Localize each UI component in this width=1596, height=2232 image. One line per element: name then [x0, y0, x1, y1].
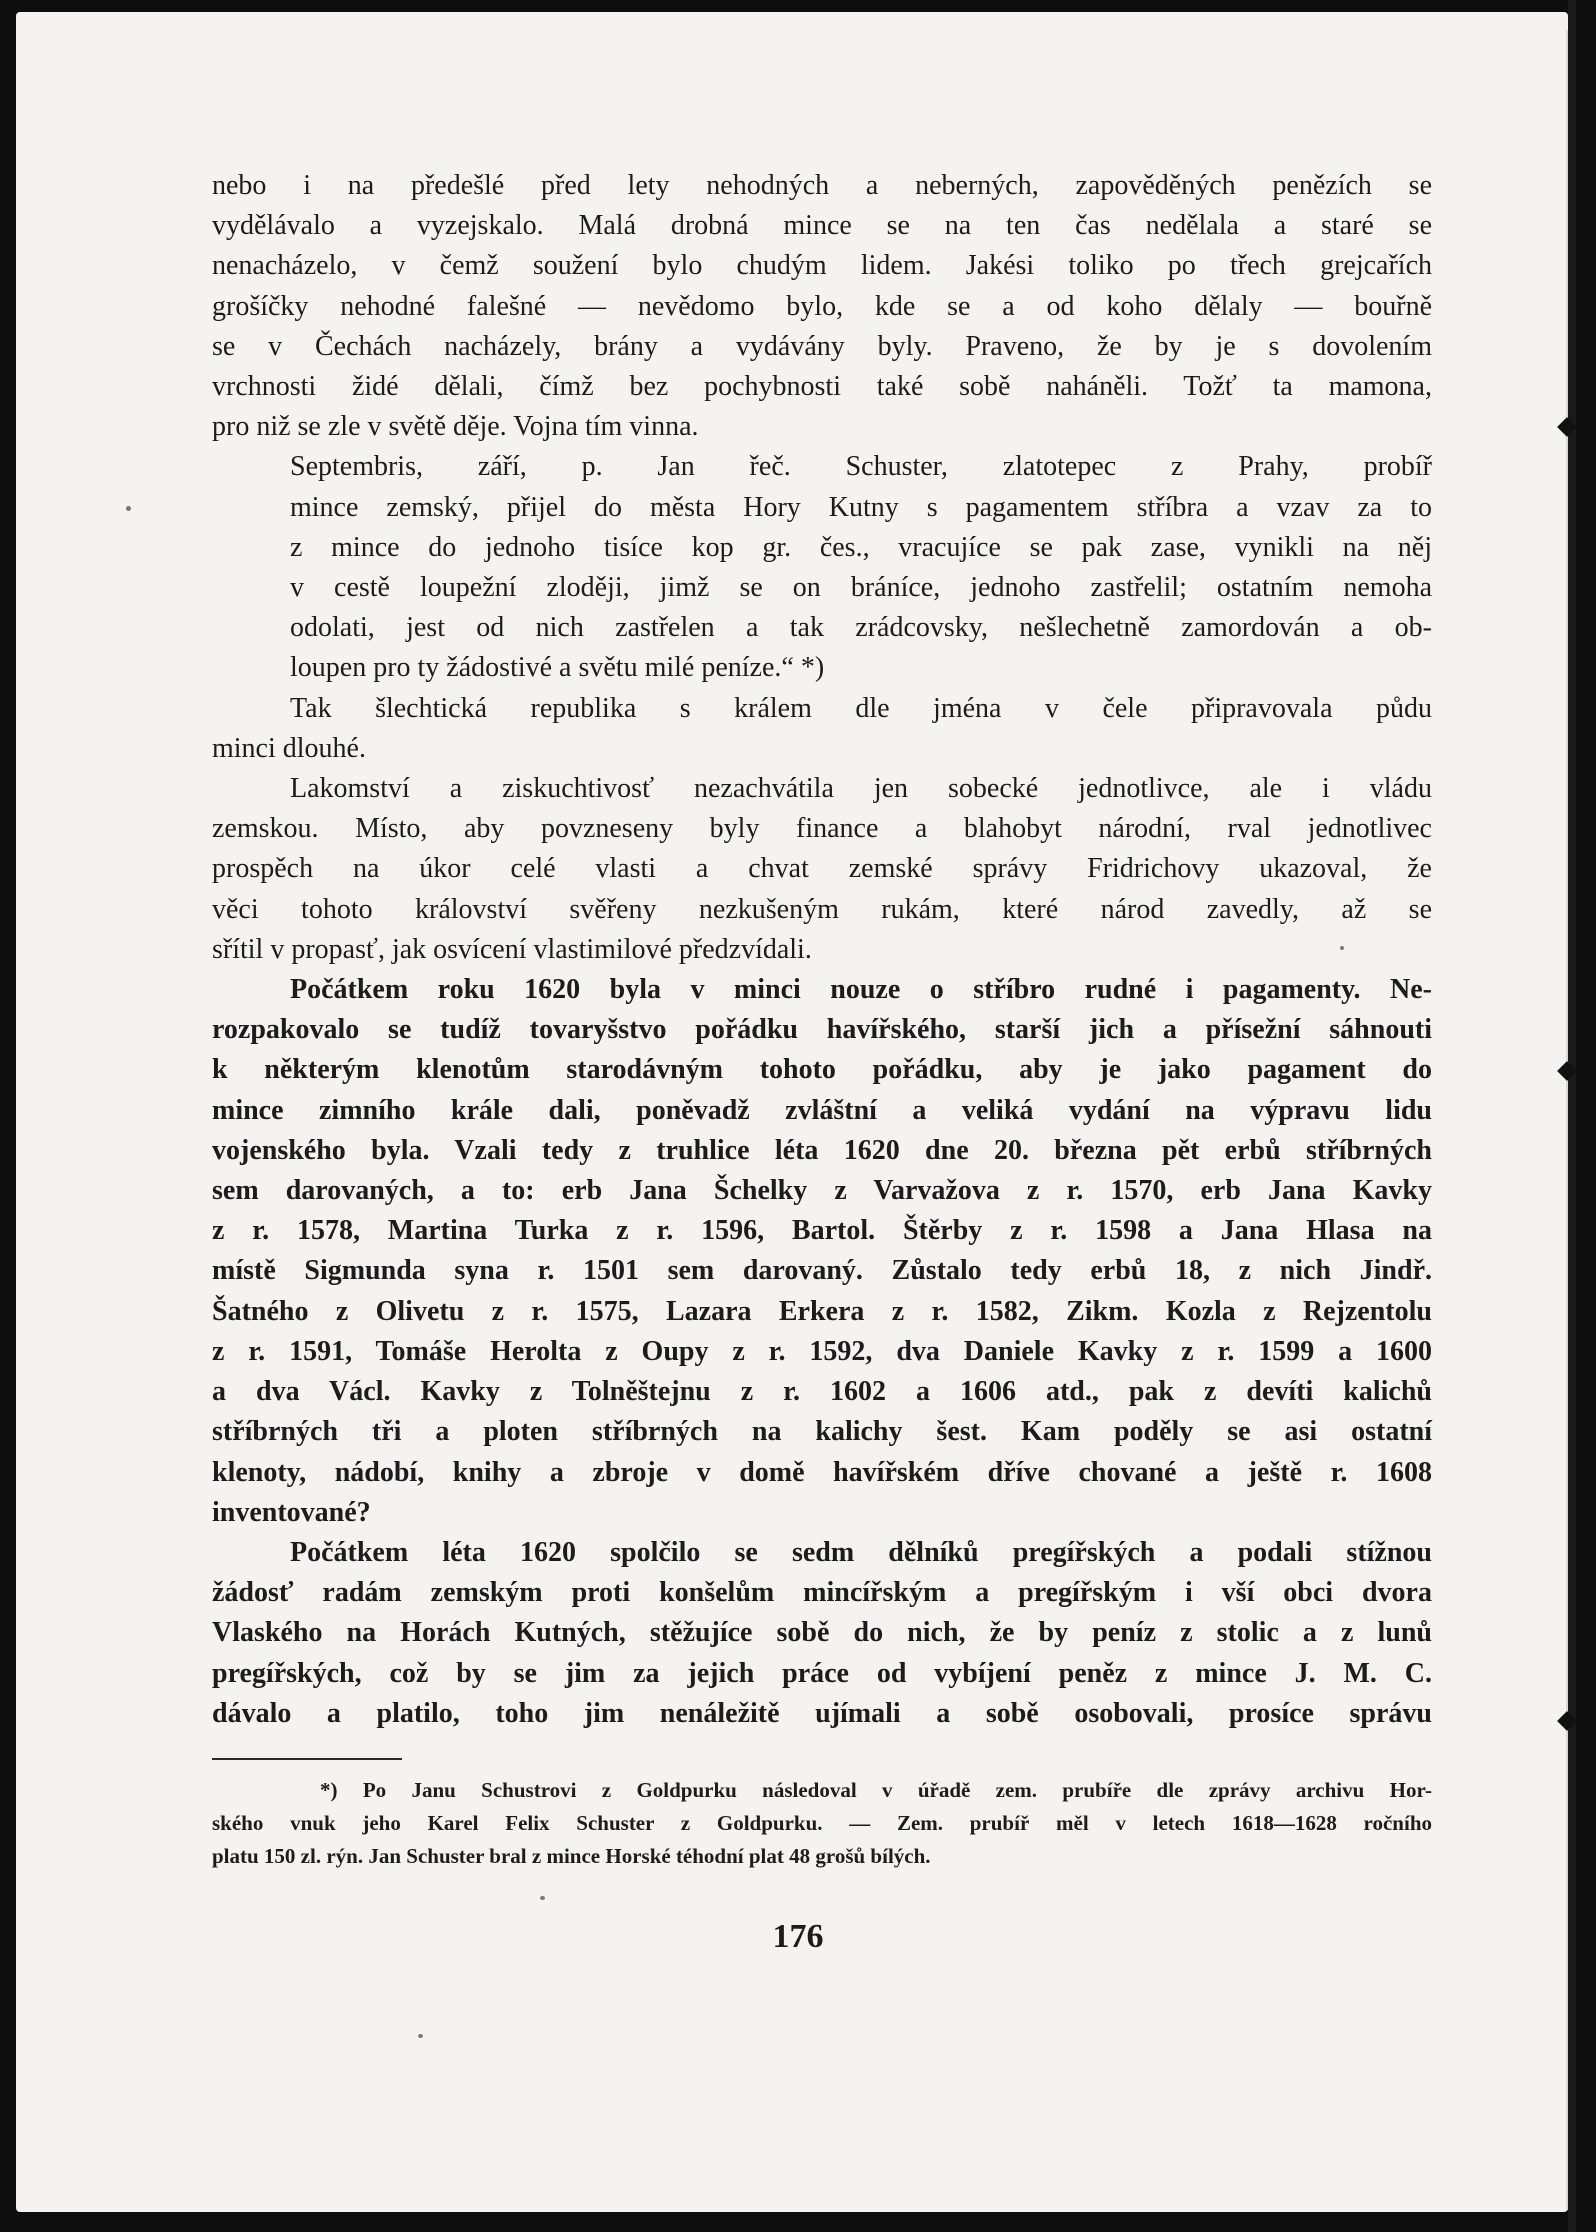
text-line: Počátkem roku 1620 byla v minci nouze o stříbro rudné i pagamenty. Ne- [290, 974, 1432, 1006]
text-line: místě Sigmunda syna r. 1501 sem darovaný. Zůstalo tedy erbů 18, z nich Jindř. [212, 1255, 1432, 1287]
text-line: věci tohoto království svěřeny nezkušeným rukám, které národ zavedly, až se [212, 893, 1432, 925]
text-line: žádosť radám zemským proti konšelům mincířským a pregířským i vší obci dvora [212, 1577, 1432, 1609]
footnote-line: *) Po Janu Schustrovi z Goldpurku následoval v úřadě zem. prubíře dle zprávy archivu Hor- [320, 1778, 1432, 1802]
text-line: se v Čechách nacházely, brány a vydávány byly. Praveno, že by je s dovolením [212, 330, 1432, 362]
scan-speck [126, 506, 131, 511]
scan-border [1568, 0, 1576, 2232]
text-line: pro niž se zle v světě děje. Vojna tím vinna. [212, 411, 699, 443]
footnote-line: platu 150 zl. rýn. Jan Schuster bral z mince Horské téhodní plat 48 grošů bílých. [212, 1844, 931, 1868]
text-line: odolati, jest od nich zastřelen a tak zrádcovsky, nešlechetně zamordován a ob- [290, 612, 1432, 644]
text-line: nebo i na předešlé před lety nehodných a neberných, zapověděných penězích se [212, 170, 1432, 201]
text-line: nenacházelo, v čemž soužení bylo chudým lidem. Jakési toliko po třech grejcařích [212, 250, 1432, 282]
page-number: 176 [772, 1918, 824, 1955]
scan-speck [418, 2034, 423, 2038]
footnote-separator [212, 1758, 402, 1760]
text-line: vydělávalo a vyzejskalo. Malá drobná mince se na ten čas nedělala a staré se [212, 210, 1432, 242]
text-line: zemskou. Místo, aby povzneseny byly finance a blahobyt národní, rval jednotlivec [212, 813, 1432, 845]
text-line: minci dlouhé. [212, 732, 366, 764]
body-text [212, 166, 1432, 1734]
text-line: stříbrných tři a ploten stříbrných na kalichy šest. Kam poděly se asi ostatní [212, 1416, 1432, 1448]
text-line: z r. 1578, Martina Turka z r. 1596, Bartol. Štěrby z r. 1598 a Jana Hlasa na [212, 1215, 1432, 1247]
text-line: v cestě loupežní zloději, jimž se on bráníce, jednoho zastřelil; ostatním nemoha [290, 572, 1432, 604]
text-line: a dva Václ. Kavky z Tolněštejnu z r. 1602 a 1606 atd., pak z devíti kalichů [212, 1376, 1432, 1408]
text-line: klenoty, nádobí, knihy a zbroje v domě havířském dříve chované a ještě r. 1608 [212, 1456, 1432, 1488]
text-line: Tak šlechtická republika s králem dle jména v čele připravovala půdu [290, 692, 1432, 724]
text-line: sřítil v propasť, jak osvícení vlastimilové předzvídali. [212, 933, 812, 965]
text-line: vrchnosti židé dělali, čímž bez pochybnosti také sobě naháněli. Tožť ta mamona, [212, 371, 1432, 403]
text-line: dávalo a platilo, toho jim nenáležitě ujímali a sobě osobovali, prosíce správu [212, 1697, 1432, 1729]
footnote [212, 1774, 1432, 1873]
paragraph-3 [212, 689, 1432, 769]
footnote-line: ského vnuk jeho Karel Felix Schuster z Goldpurku. — Zem. prubíř měl v letech 1618—1628 ročního [212, 1811, 1432, 1835]
text-line: Šatného z Olivetu z r. 1575, Lazara Erkera z r. 1582, Zikm. Kozla z Rejzentolu [212, 1295, 1432, 1327]
paragraph-5 [212, 970, 1432, 1533]
paragraph-1 [212, 166, 1432, 447]
paragraph-4 [212, 769, 1432, 970]
text-line: inventované? [212, 1496, 371, 1528]
text-line: prospěch na úkor celé vlasti a chvat zemské správy Fridrichovy ukazoval, že [212, 853, 1432, 885]
text-line: pregířských, což by se jim za jejich práce od vybíjení peněz z mince J. M. C. [212, 1657, 1432, 1689]
text-line: z r. 1591, Tomáše Herolta z Oupy z r. 1592, dva Daniele Kavky z r. 1599 a 1600 [212, 1335, 1432, 1367]
text-line: Lakomství a ziskuchtivosť nezachvátila jen sobecké jednotlivce, ale i vládu [290, 773, 1432, 805]
text-line: z mince do jednoho tisíce kop gr. čes., vracujíce se pak zase, vynikli na něj [290, 531, 1432, 563]
text-line: rozpakovalo se tudíž tovaryšstvo pořádku havířského, starší jich a přísežní sáhnouti [212, 1014, 1432, 1046]
paragraph-2 [212, 447, 1432, 688]
text-line: k některým klenotům starodávným tohoto pořádku, aby je jako pagament do [212, 1054, 1432, 1086]
text-line: grošíčky nehodné falešné — nevědomo bylo, kde se a od koho dělaly — bouřně [212, 290, 1432, 322]
text-line: sem darovaných, a to: erb Jana Šchelky z Varvažova z r. 1570, erb Jana Kavky [212, 1175, 1432, 1207]
text-line: Septembris, září, p. Jan řeč. Schuster, zlatotepec z Prahy, probíř [290, 451, 1432, 483]
text-line: mince zimního krále dali, poněvadž zvláštní a veliká vydání na výpravu lidu [212, 1094, 1432, 1126]
text-line: Počátkem léta 1620 spolčilo se sedm dělníků pregířských a podali stížnou [290, 1536, 1432, 1568]
text-line: mince zemský, přijel do města Hory Kutny s pagamentem stříbra a vzav za to [290, 491, 1432, 523]
paragraph-6 [212, 1533, 1432, 1734]
text-line: loupen pro ty žádostivé a světu milé peníze.“ *) [290, 652, 825, 684]
text-line: Vlaského na Horách Kutných, stěžujíce sobě do nich, že by peníz z stolic a z lunů [212, 1617, 1432, 1649]
text-line: vojenského byla. Vzali tedy z truhlice léta 1620 dne 20. března pět erbů stříbrných [212, 1134, 1432, 1166]
scan-speck [540, 1896, 545, 1900]
